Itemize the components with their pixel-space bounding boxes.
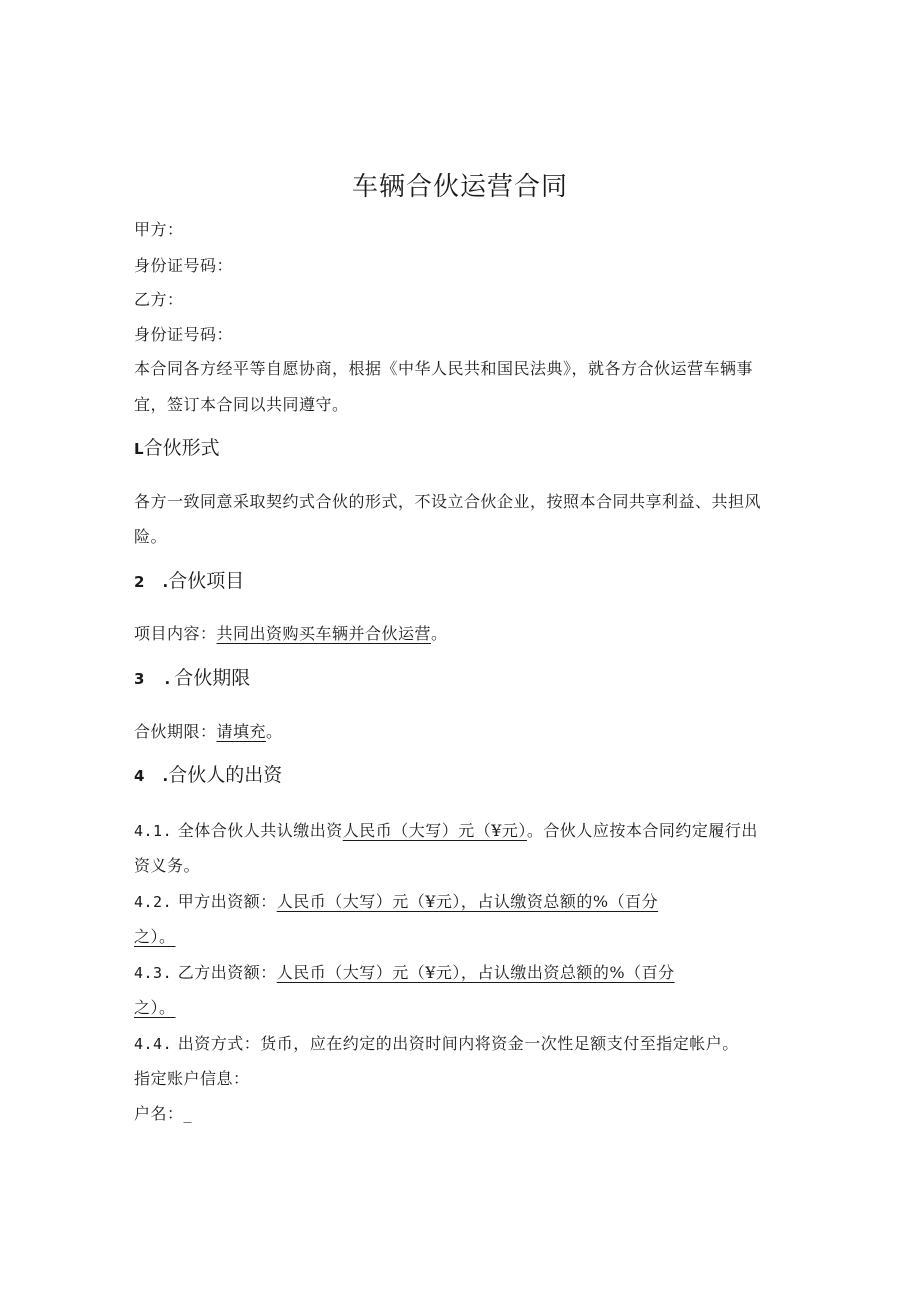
clause-4-2-line-2 bbox=[134, 924, 176, 947]
clause-4-1-amount: 人民币（大写）元（¥元） bbox=[342, 821, 527, 840]
project-content-label: 项目内容： bbox=[134, 624, 217, 643]
section-2-title: 合伙项目 bbox=[168, 570, 245, 592]
section-3-heading bbox=[134, 663, 250, 690]
clause-4-3-line-2 bbox=[134, 995, 176, 1018]
account-name-line bbox=[134, 1101, 192, 1124]
section-4-dot: . bbox=[162, 767, 169, 785]
account-name-value: _ bbox=[183, 1104, 193, 1123]
clause-4-1 bbox=[134, 818, 758, 841]
clause-4-1-number: 4.1. bbox=[134, 822, 173, 840]
clause-4-1-pre: 全体合伙人共认缴出资 bbox=[177, 821, 343, 840]
section-1-body-line-1: 各方一致同意采取契约式合伙的形式，不设立合伙企业，按照本合同共享利益、共担风 bbox=[134, 492, 762, 511]
section-4-heading bbox=[134, 760, 282, 787]
section-1-body-line-2: 险。 bbox=[134, 527, 168, 546]
project-content-value: 共同出资购买车辆并合伙运营 bbox=[216, 624, 432, 643]
section-2-heading bbox=[134, 566, 244, 593]
clause-4-3 bbox=[134, 960, 675, 983]
section-2-number: 2 bbox=[134, 573, 145, 591]
clause-4-1-line-2: 资义务。 bbox=[134, 856, 201, 875]
clause-4-3-pre: 乙方出资额： bbox=[177, 963, 277, 982]
clause-4-4 bbox=[134, 1031, 739, 1054]
page-title: 车辆合伙运营合同 bbox=[351, 172, 568, 202]
clause-4-3-number: 4.3. bbox=[134, 964, 173, 982]
section-2-dot: . bbox=[162, 573, 169, 591]
party-a-label: 甲方： bbox=[134, 220, 184, 239]
section-1-heading bbox=[134, 433, 220, 460]
section-4-title: 合伙人的出资 bbox=[168, 764, 283, 786]
clause-4-2 bbox=[134, 889, 658, 912]
clause-4-3-amount-cont: 之）。 bbox=[134, 998, 176, 1017]
partnership-term-label: 合伙期限： bbox=[134, 722, 217, 741]
party-a-id-label: 身份证号码： bbox=[134, 256, 234, 275]
project-content-line bbox=[134, 621, 448, 644]
partnership-term-line bbox=[134, 719, 283, 742]
clause-4-3-amount: 人民币（大写）元（¥元），占认缴出资总额的%（百分 bbox=[276, 963, 675, 982]
clause-4-2-amount-cont: 之）。 bbox=[134, 927, 176, 946]
partnership-term-value: 请填充 bbox=[216, 722, 267, 741]
preamble-line-1: 本合同各方经平等自愿协商，根据《中华人民共和国民法典》，就各方合伙运营车辆事 bbox=[134, 359, 754, 378]
section-3-number: 3 bbox=[134, 670, 145, 688]
section-3-title: 合伙期限 bbox=[174, 667, 251, 689]
account-info-label: 指定账户信息： bbox=[134, 1069, 250, 1088]
clause-4-2-number: 4.2. bbox=[134, 893, 173, 911]
account-name-label: 户名： bbox=[134, 1104, 184, 1123]
section-4-number: 4 bbox=[134, 767, 145, 785]
clause-4-1-post: 。合伙人应按本合同约定履行出 bbox=[526, 821, 758, 840]
section-1-number: L bbox=[134, 440, 144, 458]
party-b-label: 乙方： bbox=[134, 290, 184, 309]
clause-4-4-number: 4.4. bbox=[134, 1035, 173, 1053]
partnership-term-end: 。 bbox=[266, 722, 283, 741]
section-3-dot: . bbox=[164, 670, 171, 688]
clause-4-4-text: 出资方式：货币，应在约定的出资时间内将资金一次性足额支付至指定帐户。 bbox=[177, 1034, 739, 1053]
clause-4-2-amount: 人民币（大写）元（¥元），占认缴资总额的%（百分 bbox=[276, 892, 659, 911]
preamble-line-2: 宜，签订本合同以共同遵守。 bbox=[134, 395, 349, 414]
section-1-title: 合伙形式 bbox=[143, 437, 220, 459]
project-content-end: 。 bbox=[431, 624, 448, 643]
party-b-id-label: 身份证号码： bbox=[134, 325, 234, 344]
clause-4-2-pre: 甲方出资额： bbox=[177, 892, 277, 911]
